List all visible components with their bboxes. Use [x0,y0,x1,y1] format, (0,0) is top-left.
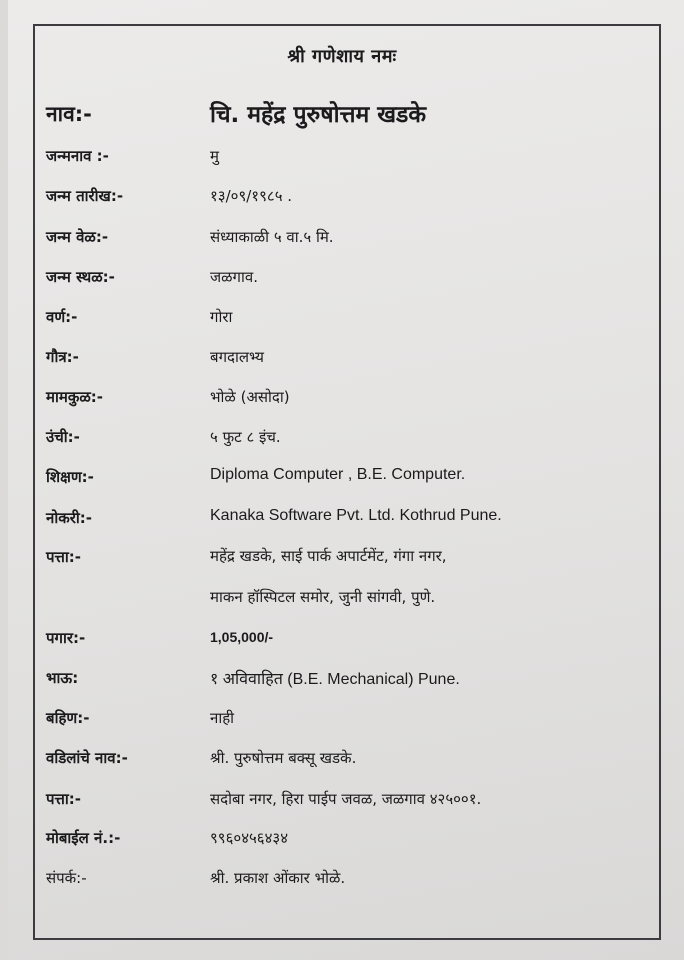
name-value: चि. महेंद्र पुरुषोत्तम खडके [210,102,427,128]
contact-value: श्री. प्रकाश ओंकार भोळे. [210,869,346,887]
education-value: Diploma Computer , B.E. Computer. [210,466,466,483]
birth-time-value: संध्याकाळी ५ वा.५ मि. [210,228,334,246]
gotra-label: गौत्र:- [46,348,79,366]
father-name-value: श्री. पुरुषोत्तम बक्सू खडके. [210,749,357,767]
birth-place-value: जळगाव. [210,268,258,286]
complexion-label: वर्ण:- [46,308,78,326]
complexion-value: गोरा [210,308,233,326]
birth-date-label: जन्म तारीख:- [46,187,124,205]
birth-time-label: जन्म वेळ:- [46,228,109,246]
salary-label: पगार:- [46,629,86,647]
sister-label: बहिण:- [46,709,90,727]
maternal-family-label: मामकुळ:- [46,388,103,406]
job-value: Kanaka Software Pvt. Ltd. Kothrud Pune. [210,507,502,524]
father-name-label: वडिलांचे नाव:- [46,749,128,767]
height-value: ५ फुट ८ इंच. [210,428,281,446]
education-label: शिक्षण:- [46,468,94,486]
maternal-family-value: भोळे (असोदा) [210,388,290,406]
father-address-label: पत्ता:- [46,790,81,808]
mobile-value: ९९६०४५६४३४ [210,829,289,847]
height-label: उंची:- [46,428,80,446]
job-label: नोकरी:- [46,509,92,527]
brother-label: भाऊ: [46,669,79,687]
father-address-value: सदोबा नगर, हिरा पाईप जवळ, जळगाव ४२५००१. [210,790,482,808]
salary-value: 1,05,000/- [210,629,274,645]
gotra-value: बगदालभ्य [210,348,264,366]
name-label: नाव:- [46,102,92,126]
mobile-label: मोबाईल नं.:- [46,829,121,847]
sister-value: नाही [210,709,235,727]
birth-date-value: १३/०९/१९८५ . [210,187,293,205]
birth-name-value: मु [210,147,219,165]
birth-place-label: जन्म स्थळ:- [46,268,115,286]
address-line-1: महेंद्र खडके, साई पार्क अपार्टमेंट, गंगा नगर, [210,547,447,565]
brother-value: १ अविवाहित (B.E. Mechanical) Pune. [210,671,460,688]
address-label: पत्ता:- [46,548,81,566]
address-line-2: माकन हॉस्पिटल समोर, जुनी सांगवी, पुणे. [210,588,436,606]
invocation-heading: श्री गणेशाय नमः [287,46,397,67]
contact-label: संपर्क:- [46,869,87,887]
birth-name-label: जन्मनाव :- [46,147,109,165]
